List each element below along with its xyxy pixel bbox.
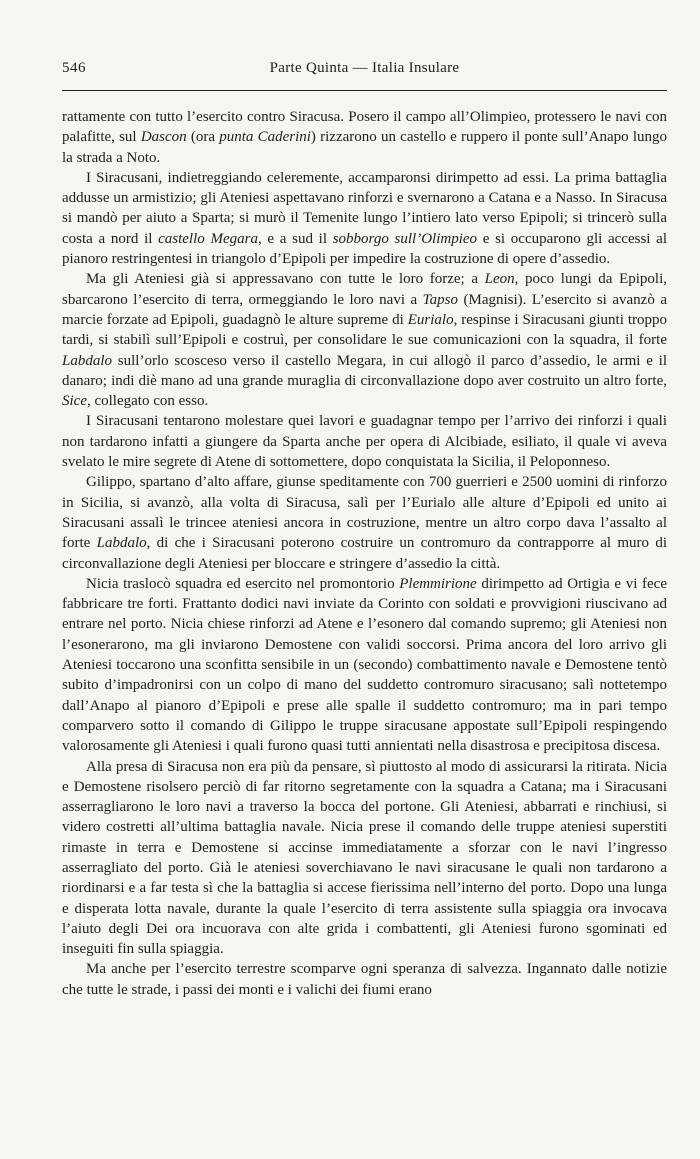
text-run: Ma gli Ateniesi già si appressavano con tutte le loro forze; a: [86, 271, 485, 288]
paragraph: [62, 959, 667, 1000]
paragraph: [62, 107, 667, 168]
text-run: , collegato con esso.: [86, 393, 209, 410]
paragraph: [62, 757, 667, 960]
text-run: Alla presa di Siracusa non era più da pensare, sì piuttosto al modo di assicurarsi la ritirata. Nicia e Demostene risolsero perciò di far ritorno segretamente con la squadra a Catana; ma i Siracusani asserragliarono le loro navi a traverso la bocca del portone. Gli Ateniesi, abbarrati e rinchiusi, si videro costretti all’ultima battaglia navale. Nicia prese il comando delle truppe ateniesi superstiti rimaste in terra e Demostene si accinse immediatamente a sforzar con le navi l’ingresso asserragliato del porto. Già le ateniesi soverchiavano le navi siracusane le quali non tardarono a riordinarsi e a far testa sì che la battaglia si accese fierissima nell’interno del porto. Dopo una lunga e disperata lotta navale, durante la quale l’esercito di terra assistente sulla spiaggia ora invocava l’aiuto degli Dei ora incuorava con alte grida i combattenti, gli Ateniesi furono sgominati ed inseguiti fin sulla spiaggia.: [62, 758, 667, 958]
text-run: (Magnisi). L’esercito si avanzò a marcie forzate ad Epipoli, guadagnò le alture supreme di: [62, 291, 667, 328]
italic-term: Dascon: [140, 129, 187, 146]
running-title: Parte Quinta — Italia Insulare: [269, 60, 460, 76]
text-run: , respinse i Siracusani giunti troppo tardi, si stabilì sull’Epipoli e costruì, per consolidare le sue comunicazioni con la squadra, il forte: [62, 311, 667, 349]
paragraph: [62, 168, 667, 269]
page-number: 546: [62, 60, 86, 76]
paragraph: [62, 574, 667, 757]
text-run: Ma anche per l’esercito terrestre scomparve ogni speranza di salvezza. Ingannato dalle notizie che tutte le strade, i passi dei monti e i valichi dei fiumi erano: [62, 961, 667, 998]
italic-term: Tapso: [422, 291, 458, 308]
book-page: [0, 60, 700, 1159]
italic-term: punta Caderini: [219, 129, 311, 146]
italic-term: Eurialo: [407, 311, 454, 328]
paragraph: [62, 269, 667, 411]
text-run: , e a sud il: [257, 230, 333, 247]
italic-term: Labdalo: [62, 352, 113, 369]
text-run: , di che i Siracusani poterono costruire un contromuro da contrapporre al muro di circonvallazione degli Ateniesi per bloccare e stringere d’assedio la città.: [62, 535, 667, 572]
text-run: e si occuparono gli accessi al pianoro restringentesi in triangolo d’Epipoli per impedire la costruzione di opere d’assedio.: [62, 230, 667, 268]
body-text: [62, 107, 667, 1000]
text-run: , poco lungi da Epipoli, sbarcarono l’esercito di terra, ormeggiando le loro navi a: [62, 271, 667, 308]
text-run: (ora: [186, 129, 220, 146]
paragraph: [62, 411, 667, 472]
text-run: ) rizzarono un castello e ruppero il ponte sull’Anapo lungo la strada a Noto.: [62, 129, 667, 166]
italic-term: sobborgo sull’Olimpieo: [332, 230, 478, 247]
italic-term: Sice: [62, 393, 87, 410]
italic-term: Plemmirione: [399, 575, 477, 592]
italic-term: castello Megara: [158, 230, 258, 247]
text-run: I Siracusani tentarono molestare quei lavori e guadagnar tempo per l’arrivo dei rinforzi i quali non tardarono infatti a giungere da Sparta anche per opera di Alcibiade, esiliato, il quale vi aveva svelato le mire segrete di Atene di sottomettere, dopo conquistata la Sicilia, il Peloponneso.: [62, 413, 667, 471]
italic-term: Labdalo: [96, 535, 147, 552]
text-run: I Siracusani, indietreggiando celeremente, accamparonsi dirimpetto ad essi. La prima battaglia addusse un armistizio; gli Ateniesi aspettavano rinforzi e svernarono a Catana e a Nasso. In Siracusa si mandò per aiuto a Sparta; si murò il Temenite lungo l’intiero lato verso Epipoli; si trincerò sulla costa a nord il: [62, 169, 667, 247]
text-run: Gilippo, spartano d’alto affare, giunse speditamente con 700 guerrieri e 2500 uomini di rinforzo in Sicilia, si avanzò, alla volta di Siracusa, salì per l’Eurialo alle alture d’Epipoli ed unito ai Siracusani assalì le trincee ateniesi ancora in costruzione, mentre un altro corpo dava l’assalto al forte: [62, 474, 667, 552]
italic-term: Leon: [484, 271, 515, 288]
text-run: dirimpetto ad Ortigia e vi fece fabbricare tre forti. Frattanto dodici navi inviate da Corinto con soldati e provvigioni riuscivano ad entrare nel porto. Nicia chiese rinforzi ad Atene e l’esonero dal comando supremo; gli Ateniesi non l’esonerarono, ma gli inviarono Demostene con validi soccorsi. Prima ancora del loro arrivo gli Ateniesi toccarono una sconfitta sensibile in un (secondo) combattimento navale e Demostene tentò subito d’impadronirsi con un colpo di mano del suddetto contromuro siracusano; salì nottetempo dall’Anapo al pianoro d’Epipoli e prese alle spalle il suddetto contromuro; ma in pari tempo comparvero sotto il comando di Gilippo le truppe siracusane appostate sull’Epipoli respingendo valorosamente gli Ateniesi i quali furono quasi tutti annientati nella disastrosa e precipitosa discesa.: [62, 575, 667, 755]
text-run: sull’orlo scosceso verso il castello Megara, in cui allogò il parco d’assedio, le armi e il danaro; indi diè mano ad una grande muraglia di circonvallazione dopo aver costruito un altro forte,: [62, 352, 667, 389]
text-run: Nicia traslocò squadra ed esercito nel promontorio: [86, 575, 400, 592]
text-run: rattamente con tutto l’esercito contro Siracusa. Posero il campo all’Olimpieo, protessero le navi con palafitte, sul: [62, 109, 667, 146]
paragraph: [62, 472, 667, 573]
page-header: [62, 60, 667, 90]
header-rule: [62, 90, 667, 91]
